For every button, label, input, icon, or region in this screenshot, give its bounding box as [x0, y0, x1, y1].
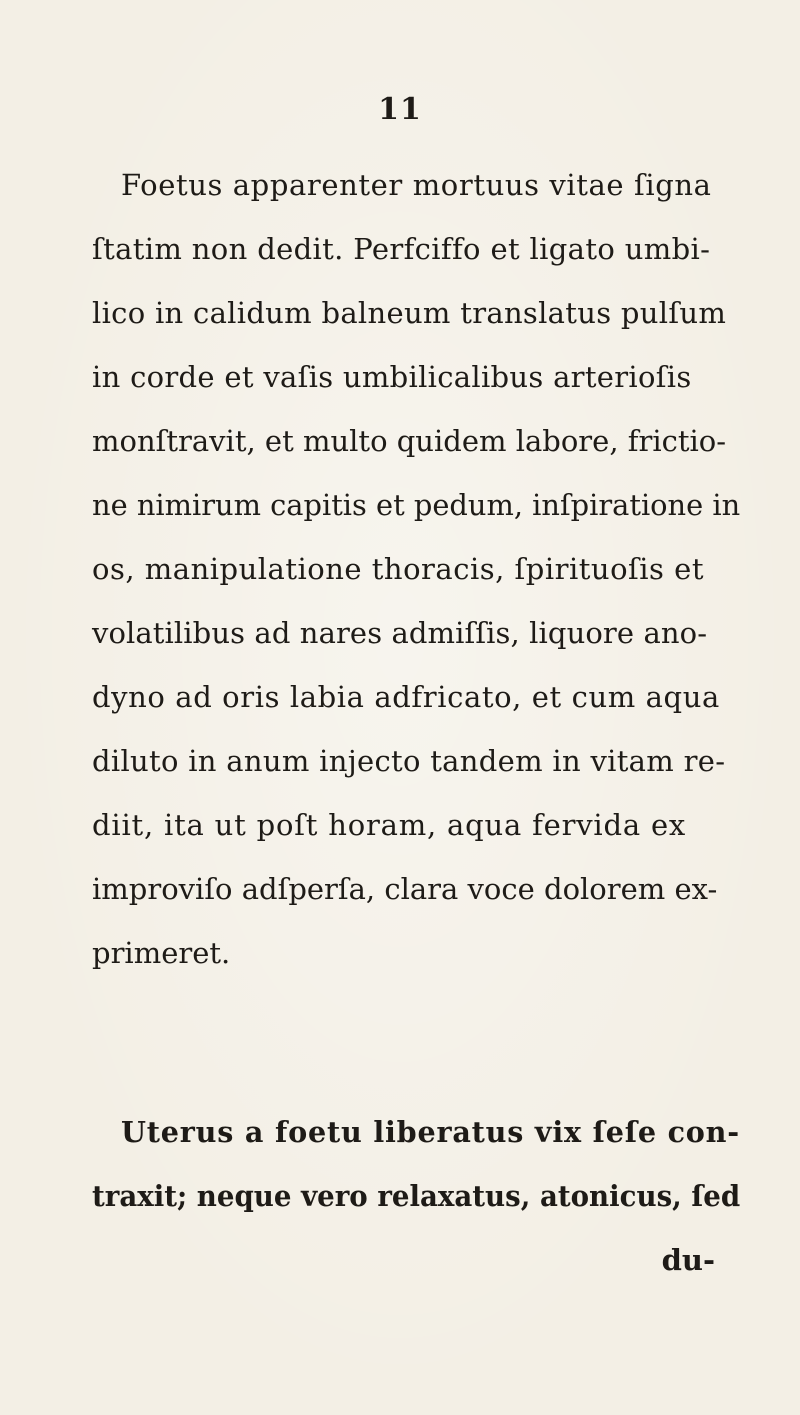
text-line: improviſo adſperſa, clara voce dolorem ex-: [92, 872, 718, 906]
text-line: os, manipulatione thoracis, ſpirituoſis et: [92, 552, 704, 586]
text-line: ne nimirum capitis et pedum, inſpiratione in: [92, 488, 741, 522]
text-line: dyno ad oris labia adfricato, et cum aqua: [92, 680, 720, 714]
text-line: Uterus a foetu liberatus vix ſeſe con-: [121, 1115, 740, 1149]
text-line: lico in calidum balneum translatus pulſum: [92, 296, 727, 330]
catchword: du-: [661, 1243, 715, 1277]
text-line: diit, ita ut poſt horam, aqua fervida ex: [92, 808, 687, 842]
page-number: 11: [378, 92, 422, 127]
text-line: in corde et vaſis umbilicalibus arterioſis: [92, 360, 692, 394]
text-line: ſtatim non dedit. Perfciffo et ligato umbi-: [92, 232, 711, 266]
text-line: diluto in anum injecto tandem in vitam re-: [92, 744, 726, 778]
text-line: traxit; neque vero relaxatus, atonicus, ſed: [92, 1179, 741, 1213]
text-line: monſtravit, et multo quidem labore, frictio-: [92, 424, 727, 458]
text-line: Foetus apparenter mortuus vitae ſigna: [121, 168, 712, 202]
text-line: primeret.: [92, 936, 231, 970]
text-line: volatilibus ad nares admiſſis, liquore ano-: [92, 616, 708, 650]
